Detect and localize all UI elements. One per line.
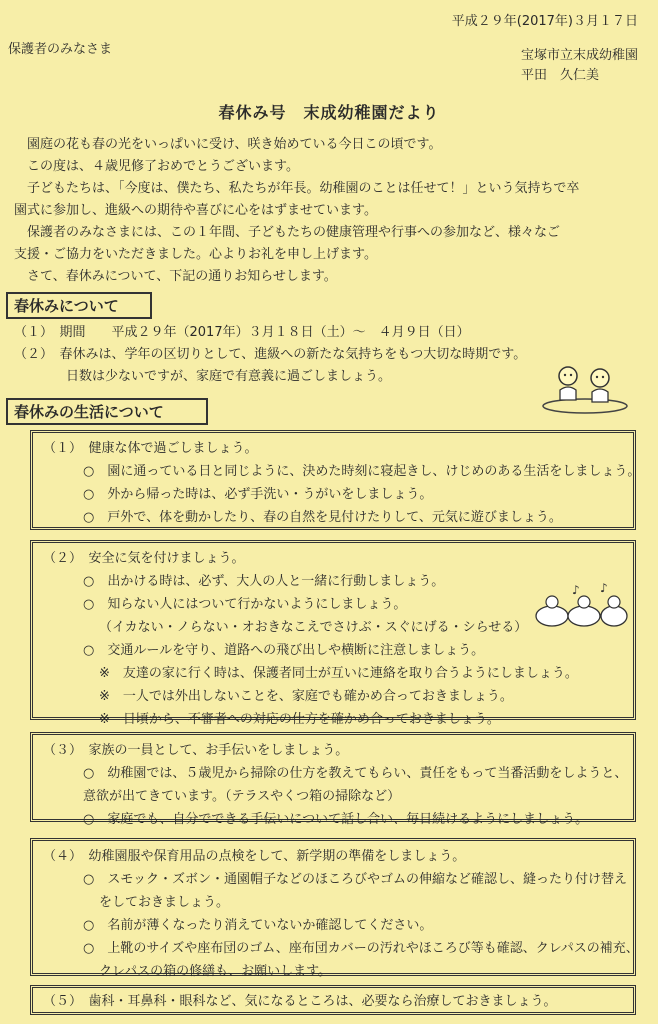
section-heading-spring-break: 春休みについて — [6, 292, 152, 319]
spring-break-details — [14, 322, 526, 388]
list-item: ○ 家庭でも、自分でできる手伝いについて話し合い、毎日続けるようにしましょう。 — [83, 812, 589, 827]
detail-line: 日数は少ないですが、家庭で有意義に過ごしましょう。 — [14, 369, 392, 384]
intro-line: 園式に参加し、進級への期待や喜びに心をはずませています。 — [14, 203, 377, 218]
list-item: （イカない・ノらない・オおきなこえでさけぶ・スぐにげる・シらせる） — [99, 620, 528, 635]
issue-date: 平成２９年(2017年)３月１７日 — [451, 14, 638, 29]
box-title: （１） 健康な体で過ごしましょう。 — [43, 441, 258, 456]
list-item: ○ 幼稚園では、５歳児から掃除の仕方を教えてもらい、責任をもって当番活動をしようと、 — [83, 766, 628, 781]
newsletter-title: 春休み号 末成幼稚園だより — [218, 103, 440, 122]
list-item: ○ 園に通っている日と同じように、決めた時刻に寝起きし、けじめのある生活をしましょう。 — [83, 464, 641, 479]
guideline-box-chores — [30, 732, 636, 827]
detail-line: （２） 春休みは、学年の区切りとして、進級への新たな気持ちをもつ大切な時期です。 — [14, 347, 527, 362]
list-item: クレパスの箱の修繕も、お願いします。 — [99, 964, 332, 979]
list-item: ○ 出かける時は、必ず、大人の人と一緒に行動しましょう。 — [83, 574, 445, 589]
box-title: （２） 安全に気を付けましょう。 — [43, 551, 245, 566]
animals-illustration-icon — [530, 582, 630, 632]
box-title: （５） 歯科・耳鼻科・眼科など、気になるところは、必要なら治療しておきましょう。 — [43, 994, 557, 1009]
list-item: ※ 日頃から、不審者への対応の仕方を確かめ合っておきましょう。 — [99, 712, 500, 727]
guideline-box-health — [30, 430, 641, 530]
intro-line: 子どもたちは、「今度は、僕たち、私たちが年長。幼稚園のことは任せて！」という気持ちで卒 — [14, 181, 580, 196]
guideline-box-medical — [30, 985, 636, 1015]
list-item: ○ 上靴のサイズや座布団のゴム、座布団カバーの汚れやほころび等も確認、クレパスの補充、 — [83, 941, 639, 956]
list-item: 意欲が出てきています。（テラスやくつ箱の掃除など） — [83, 789, 401, 804]
svg-text:♪: ♪ — [600, 582, 608, 595]
detail-line: （１） 期間 平成２９年（2017年）３月１８日（土）～ ４月９日（日） — [14, 325, 470, 340]
list-item: ○ 交通ルールを守り、道路への飛び出しや横断に注意しましょう。 — [83, 643, 485, 658]
guideline-box-preparation — [30, 838, 639, 979]
list-item: ○ 外から帰った時は、必ず手洗い・うがいをしましょう。 — [83, 487, 433, 502]
list-item: ※ 友達の家に行く時は、保護者同士が互いに連絡を取り合うようにしましょう。 — [99, 666, 578, 681]
list-item: ※ 一人では外出しないことを、家庭でも確かめ合っておきましょう。 — [99, 689, 513, 704]
list-item: をしておきましょう。 — [99, 895, 230, 910]
intro-line: 園庭の花も春の光をいっぱいに受け、咲き始めている今日この頃です。 — [14, 137, 442, 152]
kindergarten-name: 宝塚市立末成幼稚園 — [520, 48, 638, 63]
intro-line: 支援・ご協力をいただきました。心よりお礼を申し上げます。 — [14, 247, 377, 262]
box-title: （３） 家族の一員として、お手伝いをしましょう。 — [43, 743, 349, 758]
box-title: （４） 幼稚園服や保育用品の点検をして、新学期の準備をしましょう。 — [43, 849, 466, 864]
intro-line: 保護者のみなさまには、この１年間、子どもたちの健康管理や行事への参加など、様々なご — [14, 225, 561, 240]
children-illustration-icon — [540, 362, 630, 414]
list-item: ○ スモック・ズボン・通園帽子などのほころびやゴムの伸縮など確認し、縫ったり付け替え — [83, 872, 627, 887]
intro-text — [14, 134, 579, 288]
recipient: 保護者のみなさま — [8, 42, 113, 57]
sender-block — [521, 46, 638, 86]
list-item: ○ 名前が薄くなったり消えていないか確認してください。 — [83, 918, 433, 933]
list-item: ○ 戸外で、体を動かしたり、春の自然を見付けたりして、元気に遊びましょう。 — [83, 510, 562, 525]
intro-line: さて、春休みについて、下記の通りお知らせします。 — [14, 269, 337, 284]
list-item: ○ 知らない人にはついて行かないようにしましょう。 — [83, 597, 407, 612]
section-heading-spring-life: 春休みの生活について — [6, 398, 208, 425]
principal-name: 平田 久仁美 — [520, 68, 599, 83]
svg-text:♪: ♪ — [572, 583, 580, 597]
intro-line: この度は、４歳児修了おめでとうございます。 — [14, 159, 299, 174]
